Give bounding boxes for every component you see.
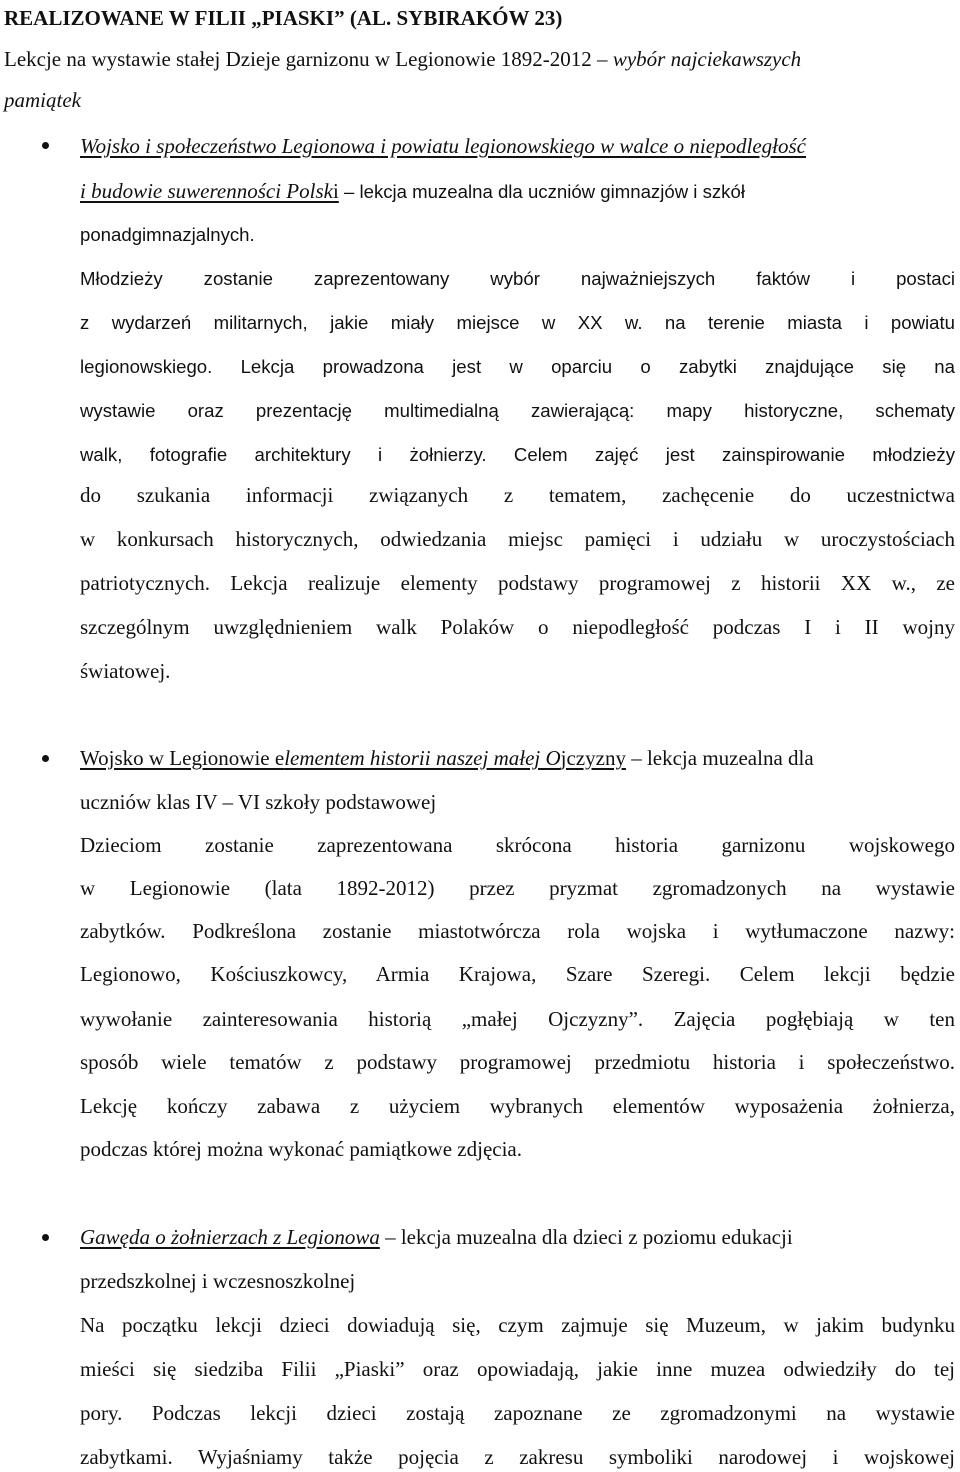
item1-subtitle: – lekcja muzealna dla uczniów gimnazjów i szkół <box>338 181 745 202</box>
item3-body-line: zabytkami. Wyjaśniamy także pojęcia z zakresu symboliki narodowej i wojskowej <box>80 1445 955 1469</box>
item1-title-line-2 <box>80 177 745 205</box>
item2-body-line: sposób wiele tematów z podstawy programowej przedmiotu historia i społeczeństwo. <box>80 1050 955 1074</box>
item2-body-line: Lekcję kończy zabawa z użyciem wybranych elementów wyposażenia żołnierza, <box>80 1094 955 1118</box>
item2-body-line: podczas której można wykonać pamiątkowe zdjęcia. <box>80 1137 522 1161</box>
item2-title-part-c: jczyzny <box>560 746 626 770</box>
item1-title-line-1: Wojsko i społeczeństwo Legionowa i powiatu legionowskiego w walce o niepodległość <box>80 134 807 158</box>
intro-line-2: pamiątek <box>4 88 81 112</box>
item1-body-line: patriotycznych. Lekcja realizuje elementy podstawy programowej z historii XX w., ze <box>80 571 955 595</box>
item1-body-line: Młodzieży zostanie zaprezentowany wybór najważniejszych faktów i postaci <box>80 268 955 289</box>
item1-body-line: walk, fotografie architektury i żołnierzy. Celem zajęć jest zainspirowanie młodzieży <box>80 444 955 465</box>
page-heading: REALIZOWANE W FILII „PIASKI” (AL. SYBIRAKÓW 23) <box>4 6 563 30</box>
item1-title-italic: i budowie suwerenności Polsk <box>80 179 333 203</box>
item2-body-line: zabytków. Podkreślona zostanie miastotwórcza rola wojska i wytłumaczone nazwy: <box>80 919 955 943</box>
item3-body-line: mieści się siedziba Filii „Piaski” oraz opowiadają, jakie inne muzea odwiedziły do tej <box>80 1357 955 1381</box>
bullet-icon <box>42 755 49 762</box>
item1-body-line: szczególnym uwzględnieniem walk Polaków o niepodległość podczas I i II wojny <box>80 615 955 639</box>
item1-subtitle-line-3: ponadgimnazjalnych. <box>80 224 255 245</box>
item2-body-line: Legionowo, Kościuszkowcy, Armia Krajowa, Szare Szeregi. Celem lekcji będzie <box>80 962 955 986</box>
item2-title-part-b: lementem historii naszej małej O <box>284 746 561 770</box>
item2-body-line: Dzieciom zostanie zaprezentowana skrócona historia garnizonu wojskowego <box>80 833 955 857</box>
item2-body-line: w Legionowie (lata 1892-2012) przez pryzmat zgromadzonych na wystawie <box>80 876 955 900</box>
item2-subtitle: – lekcja muzealna dla <box>625 746 814 770</box>
item1-body-line: w konkursach historycznych, odwiedzania miejsc pamięci i udziału w uroczystościach <box>80 527 955 551</box>
item1-body-line: legionowskiego. Lekcja prowadzona jest w oparciu o zabytki znajdujące się na <box>80 356 955 377</box>
item1-body-line: wystawie oraz prezentację multimedialną zawierającą: mapy historyczne, schematy <box>80 400 955 421</box>
item1-title-tail: i <box>332 179 339 203</box>
item3-title: Gawęda o żołnierzach z Legionowa <box>80 1225 380 1249</box>
item2-title-line-1 <box>80 744 814 772</box>
item3-title-line-1 <box>80 1223 793 1251</box>
item1-body-line: światowej. <box>80 659 171 683</box>
item3-body-line: pory. Podczas lekcji dzieci zostają zapoznane ze zgromadzonymi na wystawie <box>80 1401 955 1425</box>
item2-subtitle-line-2: uczniów klas IV – VI szkoły podstawowej <box>80 790 437 814</box>
bullet-icon <box>42 142 49 149</box>
item1-body-line: do szukania informacji związanych z tematem, zachęcenie do uczestnictwa <box>80 483 955 507</box>
item3-subtitle-line-2: przedszkolnej i wczesnoszkolnej <box>80 1269 356 1293</box>
item2-body-line: wywołanie zainteresowania historią „małej Ojczyzny”. Zajęcia pogłębiają w ten <box>80 1007 955 1031</box>
item2-title-part-a: Wojsko w Legionowie e <box>80 746 285 770</box>
item3-subtitle: – lekcja muzealna dla dzieci z poziomu edukacji <box>379 1225 793 1249</box>
intro-text: Lekcje na wystawie stałej Dzieje garnizonu w Legionowie 1892-2012 – <box>4 47 613 71</box>
item1-body-line: z wydarzeń militarnych, jakie miały miejsce w XX w. na terenie miasta i powiatu <box>80 312 955 333</box>
item3-body-line: Na początku lekcji dzieci dowiadują się, czym zajmuje się Muzeum, w jakim budynku <box>80 1313 955 1337</box>
intro-line-1 <box>4 45 801 73</box>
intro-italic-text: wybór najciekawszych <box>612 47 802 71</box>
bullet-icon <box>42 1234 49 1241</box>
